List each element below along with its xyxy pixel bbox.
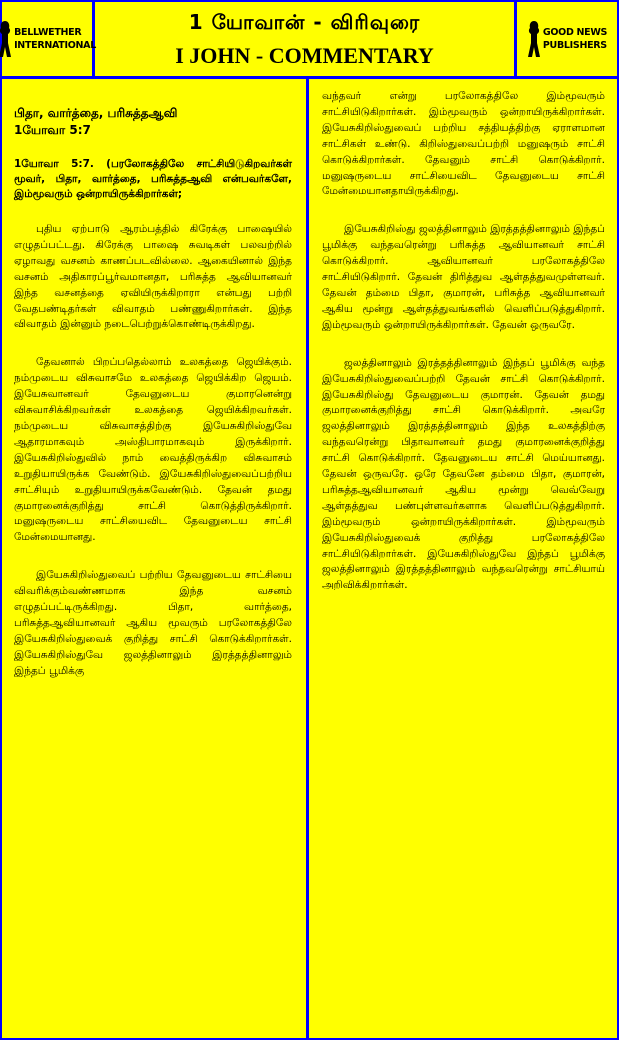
logo-text: [14, 26, 96, 52]
heading-line1: பிதா, வார்த்தை, பரிசுத்தஆவி: [14, 106, 178, 120]
logo-line2: PUBLISHERS: [542, 40, 607, 51]
bellwether-logo: [2, 2, 95, 76]
left-column: [2, 79, 309, 1038]
paragraph: புதிய ஏற்பாடு ஆரம்பத்தில் கிரேக்கு பாஷையில் எழுதப்பட்டது. கிரேக்கு பாஷை சுவடிகள் பலவற்றில் ஏழாவது வசனம் காணப்படவில்லை. ஆகையினால் இந்த வசனம் அதிகாரப்பூர்வமானதா, பரிசுத்த ஆவியானவர் இந்த வசனத்தை ஏவியிருக்கிறாரா என்பது பற்றி வேதபண்டிதர்கள் விவாதம் பண்ணுகிறார்கள். இந்த விவாதம் இன்னும் நடைபெற்றுக்கொண்டிருக்கிறது.: [14, 223, 292, 331]
logo-text: [543, 26, 607, 52]
logo-line1: GOOD NEWS: [542, 27, 608, 38]
title-tamil: 1 யோவான் - விரிவுரை: [188, 10, 421, 34]
header: [2, 2, 617, 79]
ram-silhouette-icon: [527, 19, 541, 59]
logo-line1: BELLWETHER: [14, 27, 82, 38]
ram-silhouette-icon: [0, 19, 12, 59]
good-news-logo: [514, 2, 617, 76]
paragraph: தேவனால் பிறப்பதெல்லாம் உலகத்தை ஜெயிக்கும். நம்முடைய விசுவாசமே உலகத்தை ஜெயிக்கிற ஜெயம். இயேசுவானவர் தேவனுடைய குமாரனென்று விசுவாசிக்கிறவர்கள் உலகத்தை ஜெயிக்கிறவர்கள். நம்முடைய விசுவாசத்திற்கு இயேசுகிறிஸ்துவே ஆதாரமாகவும் அஸ்திபாரமாகவும் இருக்கிறார். இயேசுகிறிஸ்துவில் நாம் வைத்திருக்கிற விசுவாசம் உறுதியாயிருக்க வேண்டும். இயேசுகிறிஸ்துவைப்பற்றிய சாட்சியும் உறுதியாயிருக்கவேண்டும். தேவன் தமது குமாரனைக்குறித்து சாட்சி கொடுத்திருக்கிறார். மனுஷருடைய சாட்சியைவிட தேவனுடைய சாட்சி மேன்மையானது.: [14, 356, 292, 544]
paragraph: ஜலத்தினாலும் இரத்தத்தினாலும் இந்தப் பூமிக்கு வந்த இயேசுகிறிஸ்துவைப்பற்றி தேவன் சாட்சி கொடுக்கிறார். இயேசுகிறிஸ்து தேவனுடைய குமாரன். தேவன் தமது குமாரனைக்குறித்து சாட்சி கொடுக்கிறார். அவரே ஜலத்தினாலும் இரத்தத்தினாலும் இந்த உலகத்திற்கு வந்தவரென்று பிதாவானவர் தமது குமாரனைக்குறித்து சாட்சி கொடுக்கிறார். தேவனுடைய சாட்சி மெய்யானது. தேவன் ஒருவரே. ஒரே தேவனே தம்மை பிதா, குமாரன், பரிசுத்தஆவியானவர் ஆகிய மூன்று வெவ்வேறு ஆள்தத்துவ பண்புள்ளவர்களாக வெளிப்படுத்துகிறார். இம்மூவரும் ஒன்றாயிருக்கிறார்கள். இம்மூவரும் இயேசுகிறிஸ்துவைக் குறித்து பரலோகத்திலே சாட்சியிடுகிறார்கள். இயேசுகிறிஸ்துவே இந்தப் பூமிக்கு ஜலத்தினாலும் இரத்தத்தினாலும் வந்தவரென்று சாட்சியாய் அறிவிக்கிறார்கள்.: [322, 356, 605, 592]
title-area: [98, 2, 511, 76]
paragraph: வந்தவர் என்று பரலோகத்திலே இம்மூவரும் சாட்சியிடுகிறார்கள். இம்மூவரும் ஒன்றாயிருக்கிறார்கள். இயேசுகிறிஸ்துவைப் பற்றிய சத்தியத்திற்கு ஏராளமான சாட்சிகள் உண்டு. கிறிஸ்துவைப்பற்றி மனுஷரும் சாட்சி கொடுக்கிறார்கள். தேவனும் சாட்சி கொடுக்கிறார். மனுஷருடைய சாட்சியைவிட தேவனுடைய சாட்சி மேன்மையானதாயிருக்கிறது.: [322, 90, 605, 198]
section-heading: [14, 105, 292, 139]
paragraph: இயேசுகிறிஸ்து ஜலத்தினாலும் இரத்தத்தினாலும் இந்தப் பூமிக்கு வந்தவரென்று பரிசுத்த ஆவியானவர் சாட்சி கொடுக்கிறார். ஆவியானவர் பரலோகத்திலே சாட்சியிடுகிறார். தேவன் திரித்துவ ஆள்தத்துவமுள்ளவர். தேவன் தம்மை பிதா, குமாரன், பரிசுத்த ஆவியானவர் ஆகிய மூன்று ஆள்தத்துவங்களில் வெளிப்படுத்துகிறார். இம்மூவரும் ஒன்றாயிருக்கிறார்கள். தேவன் ஒருவரே.: [322, 223, 605, 331]
right-column: [312, 79, 617, 1038]
title-english: I JOHN - COMMENTARY: [175, 43, 434, 68]
heading-line2: 1யோவா 5:7: [14, 123, 91, 137]
logo-line2: INTERNATIONAL: [14, 40, 96, 51]
paragraph: இயேசுகிறிஸ்துவைப் பற்றிய தேவனுடைய சாட்சியை விவரிக்கும்வண்ணமாக இந்த வசனம் எழுதப்பட்டிருக்கிறது. பிதா, வார்த்தை, பரிசுத்தஆவியானவர் ஆகிய மூவரும் பரலோகத்திலே இயேசுகிறிஸ்துவைக் குறித்து சாட்சி கொடுக்கிறார்கள். இயேசுகிறிஸ்துவே ஜலத்தினாலும் இரத்தத்தினாலும் இந்தப் பூமிக்கு: [14, 569, 292, 677]
verse-text: 1யோவா 5:7. (பரலோகத்திலே சாட்சியிடுகிறவர்கள் மூவர், பிதா, வார்த்தை, பரிசுத்தஆவி என்பவர்களே, இம்மூவரும் ஒன்றாயிருக்கிறார்கள்;: [14, 158, 292, 200]
